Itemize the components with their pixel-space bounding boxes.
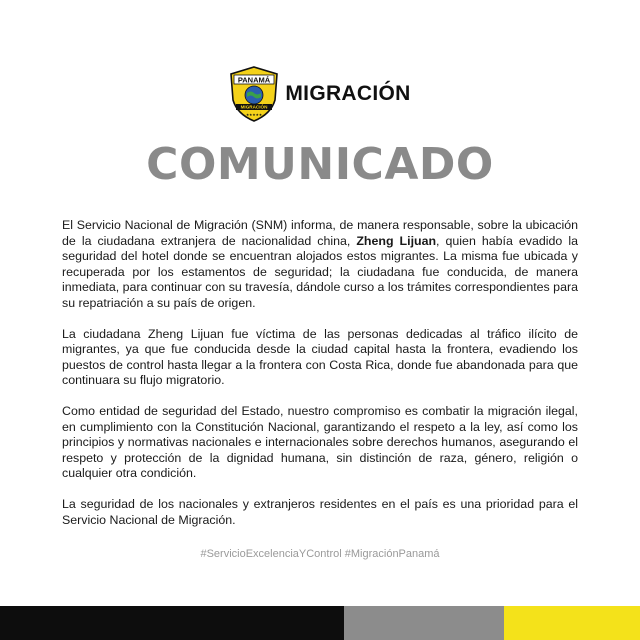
page-title: COMUNICADO xyxy=(146,139,494,190)
paragraph-4: La seguridad de los nacionales y extranjeros residentes en el país es una prioridad para el Servicio Nacional de Migración. xyxy=(62,497,578,527)
footer-black-segment xyxy=(0,606,344,640)
shield-text-bottom: MIGRACIÓN xyxy=(240,104,268,110)
brand-name: MIGRACIÓN xyxy=(285,82,411,105)
migrant-name-bold: Zheng Lijuan xyxy=(356,233,437,248)
paragraph-2: La ciudadana Zheng Lijuan fue víctima de las personas dedicadas al tráfico ilícito de migrantes, ya que fue conducida desde la ciudad capital hasta la frontera, evadiendo los puestos de control hasta llegar a la frontera con Costa Rica, donde fue abandonada para que continuara su flujo migratorio. xyxy=(62,326,578,387)
svg-text:★★★★★: ★★★★★ xyxy=(246,113,263,117)
paragraph-1-text-a: El Servicio Nacional de Migración (SNM) informa, de manera responsable, sobre la ubicación de la ciudadana extranjera de nacionalidad china, xyxy=(62,218,578,248)
paragraph-1 xyxy=(62,218,578,311)
footer-color-band xyxy=(0,606,640,640)
communique-body xyxy=(62,218,578,544)
footer-gray-segment xyxy=(344,606,504,640)
paragraph-3: Como entidad de seguridad del Estado, nuestro compromiso es combatir la migración ilegal, en cumplimiento con la Constitución Nacional, garantizando el respeto a la ley, así como los principios y normativas nacionales e internacionales sobre derechos humanos, asegurando el respeto y protección de la dignidad humana, sin distinción de raza, género, religión o cualquier otra condición. xyxy=(62,404,578,480)
header xyxy=(0,66,640,122)
panama-migracion-shield-icon xyxy=(229,66,279,122)
hashtags: #ServicioExcelenciaYControl #MigraciónPanamá xyxy=(200,548,440,560)
shield-text-top: PANAMÁ xyxy=(238,75,271,85)
paragraph-1-text-b: , quien había evadido la seguridad del hotel donde se encuentran alojados estos migrantes. La misma fue ubicada y recuperada por los estamentos de seguridad; la ciudadana fue conducida, de manera inmediata, para continuar con su travesía, dándole curso a los trámites correspondientes para su repatriación a su país de origen. xyxy=(62,233,578,310)
footer-yellow-segment xyxy=(504,606,640,640)
